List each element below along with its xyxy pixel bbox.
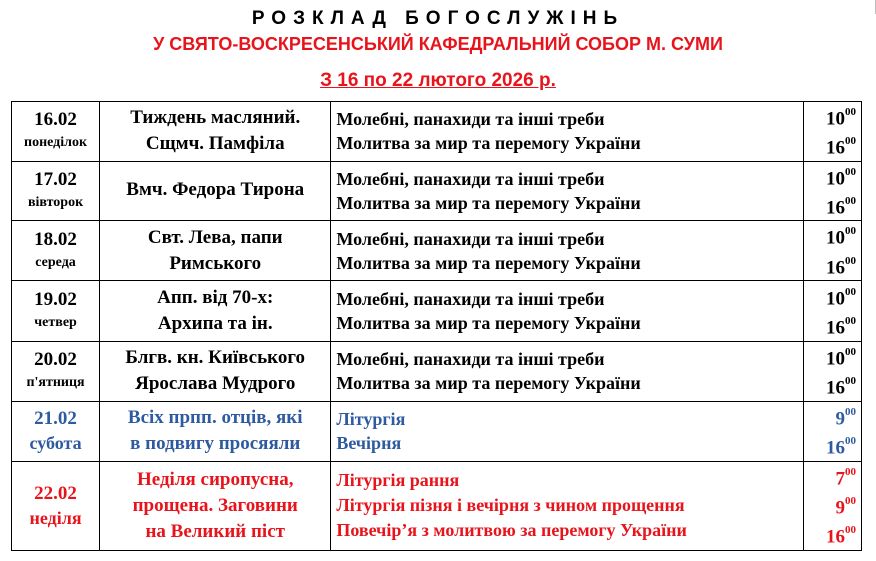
service-time: $10^{00}$ [826, 346, 856, 370]
service-time: $16^{00}$ [826, 254, 856, 278]
date: 21.02 [34, 408, 77, 430]
service-item: Молитва за мир та перемогу України [336, 252, 641, 273]
time-cell [803, 401, 861, 461]
service-item: Молебні, панахиди та інші треби [336, 109, 605, 130]
service-item: Вечірня [336, 433, 402, 454]
schedule-row-sunday [12, 461, 862, 550]
services-cell [331, 161, 804, 221]
saint-cell [100, 161, 331, 221]
service-time: $16^{00}$ [826, 194, 856, 219]
date-cell [12, 461, 100, 550]
time-cell [803, 461, 861, 550]
date: 20.02 [34, 349, 77, 371]
date-cell [12, 161, 100, 221]
saint-line: Римського [169, 252, 262, 274]
schedule-row [12, 221, 862, 281]
service-time: $7^{00}$ [835, 465, 856, 489]
services-cell [331, 401, 804, 461]
date: 16.02 [34, 109, 77, 131]
schedule-row [12, 280, 862, 341]
date-cell [12, 102, 100, 162]
weekday: понеділок [24, 135, 88, 151]
saint-line: Всіх прпп. отців, які [127, 407, 303, 429]
service-item: Молебні, панахиди та інші треби [336, 349, 605, 370]
time-cell [803, 221, 861, 281]
service-time: $10^{00}$ [826, 106, 856, 130]
service-item: Молитва за мир та перемогу України [336, 312, 641, 333]
weekday: п'ятниця [26, 375, 85, 391]
saint-cell [100, 221, 331, 281]
service-time: $10^{00}$ [826, 225, 856, 249]
date: 19.02 [34, 288, 77, 310]
date: 22.02 [34, 482, 77, 504]
time-cell [803, 102, 861, 162]
service-item: Молитва за мир та перемогу України [336, 133, 641, 154]
saint-cell [100, 341, 331, 401]
weekday: середа [35, 254, 76, 270]
date-cell [12, 280, 100, 341]
saint-line: Ярослава Мудрого [135, 373, 296, 395]
saint-cell [100, 280, 331, 341]
services-cell [331, 341, 804, 401]
service-item: Літургія [336, 409, 406, 430]
services-cell [331, 102, 804, 162]
saint-line: Блгв. кн. Київського [125, 347, 306, 369]
weekday: четвер [34, 314, 77, 330]
page-subtitle: У СВЯТО-ВОСКРЕСЕНСЬКИЙ КАФЕДРАЛЬНИЙ СОБОР М. СУМИ [153, 34, 723, 54]
schedule-row [12, 102, 862, 162]
service-item: Молебні, панахиди та інші треби [336, 168, 605, 189]
weekday: вівторок [27, 194, 84, 210]
saint-line: Свт. Лева, папи [147, 226, 283, 248]
saint-line: Неділя сиропусна, [136, 468, 294, 490]
schedule-row [12, 341, 862, 401]
schedule-table [11, 101, 862, 551]
service-item: Повечір’я з молитвою за перемогу України [336, 520, 687, 541]
service-time: $9^{00}$ [835, 405, 856, 430]
saint-line: Апп. від 70-х: [157, 286, 274, 308]
saint-line: Сщмч. Памфіла [145, 133, 285, 155]
saint-line: Тиждень масляний. [130, 107, 301, 129]
schedule-row [12, 161, 862, 221]
date-cell [12, 341, 100, 401]
date: 18.02 [34, 228, 77, 250]
weekday: неділя [29, 507, 82, 528]
service-item: Молитва за мир та перемогу України [336, 373, 641, 394]
service-time: $16^{00}$ [826, 135, 856, 159]
service-time: $10^{00}$ [826, 285, 856, 309]
service-item: Молебні, панахиди та інші треби [336, 228, 605, 249]
service-time: $16^{00}$ [826, 524, 856, 548]
service-time: $16^{00}$ [826, 314, 856, 339]
service-time: $16^{00}$ [826, 375, 856, 399]
schedule-period: З 16 по 22 лютого 2026 р. [320, 70, 556, 91]
date-cell [12, 401, 100, 461]
service-item: Молебні, панахиди та інші треби [336, 288, 605, 309]
saint-line: прощена. Заговини [132, 494, 298, 516]
schedule-row-saturday [12, 401, 862, 461]
saint-cell [100, 401, 331, 461]
service-time: $9^{00}$ [835, 494, 856, 519]
date: 17.02 [34, 168, 77, 190]
saint-line: Вмч. Федора Тирона [126, 178, 305, 200]
saint-line: в подвигу просяяли [130, 433, 301, 455]
date-cell [12, 221, 100, 281]
weekday: субота [29, 433, 82, 454]
saint-cell [100, 461, 331, 550]
services-cell [331, 280, 804, 341]
saint-cell [100, 102, 331, 162]
time-cell [803, 161, 861, 221]
page-title: РОЗКЛАД БОГОСЛУЖІНЬ [251, 8, 625, 29]
service-time: $10^{00}$ [826, 165, 856, 189]
saint-line: на Великий піст [145, 520, 285, 542]
service-item: Літургія пізня і вечірня з чином прощення [336, 495, 685, 516]
service-time: $16^{00}$ [826, 435, 856, 459]
service-item: Літургія рання [336, 470, 460, 491]
services-cell [331, 461, 804, 550]
time-cell [803, 341, 861, 401]
service-item: Молитва за мир та перемогу України [336, 192, 641, 213]
services-cell [331, 221, 804, 281]
time-cell [803, 280, 861, 341]
saint-line: Архипа та ін. [157, 312, 273, 334]
